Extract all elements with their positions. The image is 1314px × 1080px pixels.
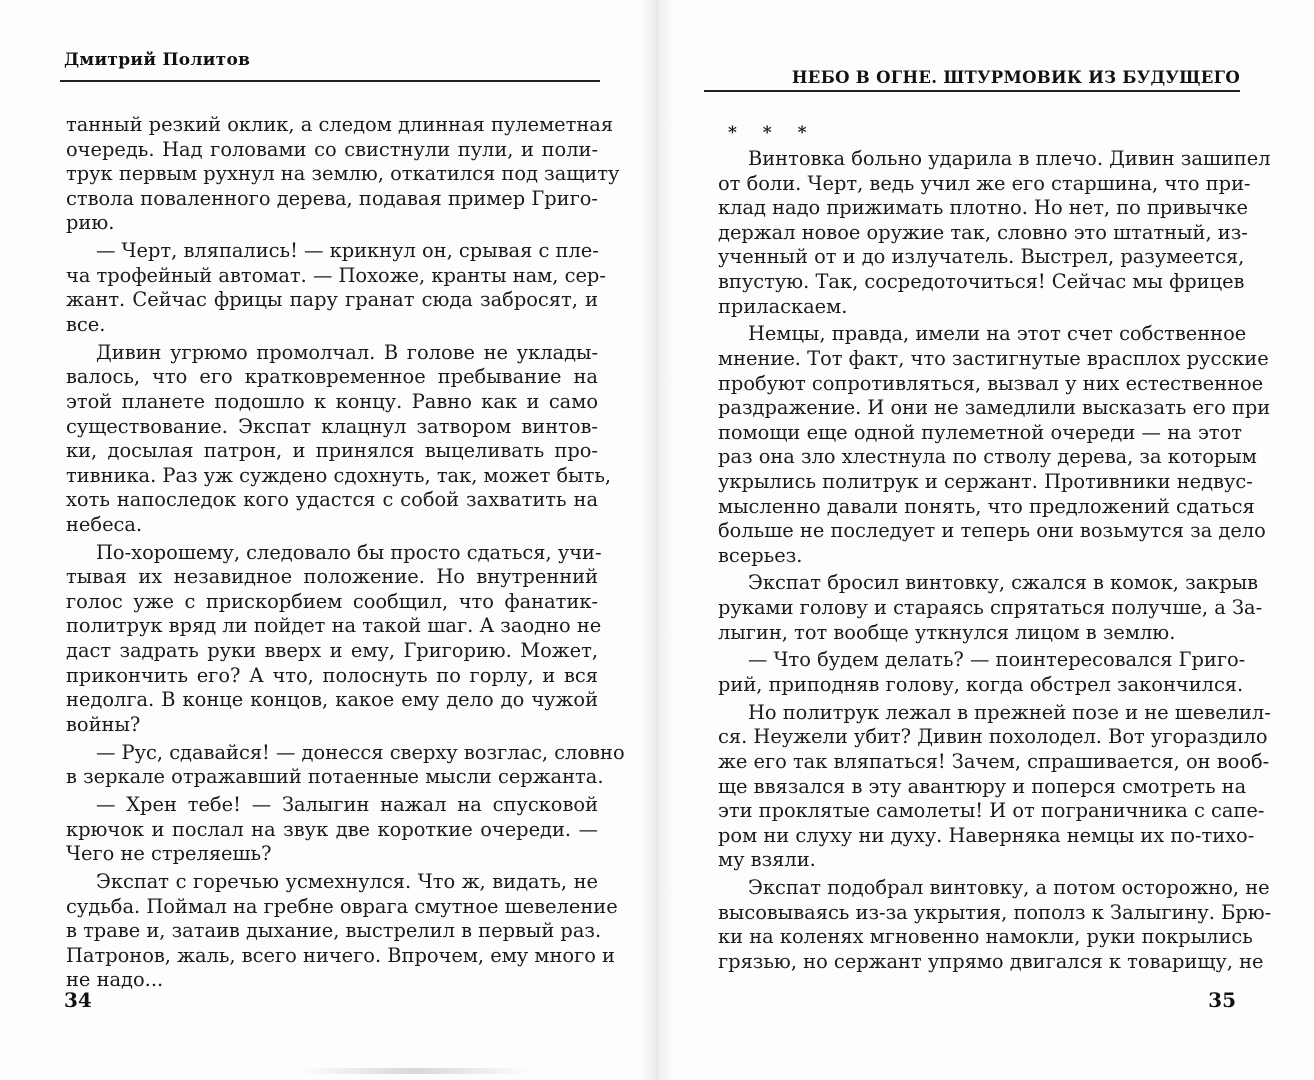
paragraph xyxy=(718,700,1271,873)
text-line: тивника. Раз уж суждено сдохнуть, так, может быть, xyxy=(66,463,612,487)
text-line: руками голову и стараясь спрятаться получше, а За- xyxy=(718,596,1263,620)
text-line: приласкаем. xyxy=(718,294,848,318)
text-line: ствола поваленного дерева, подавая пример Григо- xyxy=(66,186,598,210)
text-line: эти проклятые самолеты! И от пограничника с сапе- xyxy=(718,799,1265,823)
text-line: му взяли. xyxy=(718,848,816,872)
section-break: * * * xyxy=(728,123,817,143)
text-line: впустую. Так, сосредоточиться! Сейчас мы фрицев xyxy=(718,269,1245,293)
text-line: ки, досылая патрон, и принялся выцеливать про- xyxy=(66,439,598,463)
right-page xyxy=(664,0,1314,1080)
text-line: политрук вряд ли пойдет на такой шаг. А заодно не xyxy=(66,614,602,638)
text-line: Но политрук лежал в прежней позе и не шевелил- xyxy=(748,700,1271,724)
page-number: 34 xyxy=(64,988,92,1012)
paragraph xyxy=(66,740,625,790)
text-line: войны? xyxy=(66,712,141,736)
text-line: Экспат подобрал винтовку, а потом осторожно, не xyxy=(748,876,1270,900)
text-line: крючок и послал на звук две короткие очереди. — xyxy=(66,817,598,841)
text-line: трук первым рухнул на землю, откатился под защиту xyxy=(66,162,620,186)
text-line: больше не последует и теперь они возьмутся за дело xyxy=(718,519,1266,543)
text-line: Экспат бросил винтовку, сжался в комок, закрыв xyxy=(748,571,1259,595)
body-text xyxy=(718,121,1272,975)
text-line: не надо... xyxy=(66,968,164,992)
text-line: — Что будем делать? — поинтересовался Григо- xyxy=(748,648,1246,672)
text-line: всерьез. xyxy=(718,543,803,567)
text-line: — Черт, вляпались! — крикнул он, срывая с пле- xyxy=(96,239,599,263)
text-line: пробуют сопротивляться, вызвал у них естественное xyxy=(718,371,1264,395)
text-line: от боли. Черт, ведь учил же его старшина, что при- xyxy=(718,171,1251,195)
paragraph xyxy=(718,648,1246,697)
text-line: же его так вляпаться! Зачем, спрашивается, он вооб- xyxy=(718,750,1270,773)
paragraph xyxy=(66,869,618,993)
page-number: 35 xyxy=(1208,988,1236,1012)
text-line: ки на коленях мгновенно намокли, руки покрылись xyxy=(718,925,1253,949)
text-line: существование. Экспат клацнул затвором винтов- xyxy=(66,414,598,438)
text-line: Немцы, правда, имели на этот счет собственное xyxy=(748,322,1247,346)
text-line: — Хрен тебе! — Залыгин нажал на спусковой xyxy=(96,792,598,816)
header-rule xyxy=(60,80,600,82)
text-line: помощи еще одной пулеметной очереди — на этот xyxy=(718,420,1242,444)
text-line: в зеркале отражавший потаенные мысли сержанта. xyxy=(66,765,604,789)
text-line: Экспат с горечью усмехнулся. Что ж, видать, не xyxy=(96,869,598,893)
left-page xyxy=(0,0,650,1080)
text-line: валось, что его кратковременное пребывание на xyxy=(66,365,598,389)
paragraph xyxy=(718,322,1271,568)
text-line: танный резкий оклик, а следом длинная пулеметная xyxy=(66,113,614,136)
paragraph xyxy=(66,340,612,538)
paragraph xyxy=(718,147,1271,319)
header-rule xyxy=(704,90,1240,92)
text-line: прикончить его? А что, полоснуть по горлу, и вся xyxy=(66,663,598,687)
text-line: голос уже с прискорбием сообщил, что фанатик- xyxy=(66,589,598,613)
paragraph xyxy=(66,540,602,738)
text-line: высовываясь из-за укрытия, пополз к Залыгину. Брю- xyxy=(718,900,1272,924)
text-line: рий, приподняв голову, когда обстрел закончился. xyxy=(718,673,1244,697)
paragraph xyxy=(718,571,1263,645)
text-line: в траве и, затаив дыхание, выстрелил в первый раз. xyxy=(66,919,602,943)
paragraph xyxy=(66,793,598,867)
text-line: тывая их незавидное положение. Но внутренний xyxy=(66,565,598,589)
text-line: судьба. Поймал на гребне оврага смутное шевеление xyxy=(66,894,618,918)
paragraph xyxy=(66,239,606,337)
text-line: — Рус, сдавайся! — донесся сверху возглас, словно xyxy=(96,740,625,764)
text-line: грязью, но сержант упрямо двигался к товарищу, не xyxy=(718,949,1264,973)
running-head-author: Дмитрий Политов xyxy=(64,50,251,70)
text-line: Чего не стреляешь? xyxy=(66,842,272,866)
text-line: даст задрать руки вверх и ему, Григорию. Может, xyxy=(66,639,598,663)
text-line: По-хорошему, следовало бы просто сдаться, учи- xyxy=(96,540,602,564)
text-line: очередь. Над головами со свистнули пули, и поли- xyxy=(66,137,598,161)
text-line: ся. Неужели убит? Дивин похолодел. Вот угораздило xyxy=(718,725,1268,749)
text-line: ром ни слуху ни духу. Наверняка немцы их по-тихо- xyxy=(718,823,1255,847)
text-line: мнение. Тот факт, что застигнутые врасплох русские xyxy=(718,346,1269,370)
body-text xyxy=(66,113,625,993)
text-line: Дивин угрюмо промолчал. В голове не уклады- xyxy=(96,340,598,364)
paragraph xyxy=(718,876,1272,974)
text-line: Винтовка больно ударила в плечо. Дивин зашипел xyxy=(748,147,1271,170)
text-line: раздражение. И они не замедлили высказать его при xyxy=(718,396,1271,420)
running-head-title: НЕБО В ОГНЕ. ШТУРМОВИК ИЗ БУДУЩЕГО xyxy=(791,68,1240,87)
text-line: мысленно давали понять, что предложений сдаться xyxy=(718,494,1255,518)
paragraph xyxy=(66,113,620,236)
page-edge-shadow xyxy=(300,1068,530,1074)
text-line: держал новое оружие так, словно это штатный, из- xyxy=(718,220,1248,244)
text-line: недолга. В конце концов, какое ему дело до чужой xyxy=(66,688,598,712)
text-line: рию. xyxy=(66,211,115,235)
text-line: ученный от и до излучатель. Выстрел, разумеется, xyxy=(718,245,1245,269)
text-line: хоть напоследок кого удастся с собой захватить на xyxy=(66,488,598,512)
text-line: Патронов, жаль, всего ничего. Впрочем, ему много и xyxy=(66,943,615,967)
text-line: ча трофейный автомат. — Похоже, кранты нам, сер- xyxy=(66,263,606,287)
text-line: все. xyxy=(66,312,106,336)
text-line: этой планете подошло к концу. Равно как и само xyxy=(66,389,598,413)
text-line: раз она зло хлестнула по стволу дерева, за которым xyxy=(718,445,1257,469)
text-line: небеса. xyxy=(66,512,143,536)
text-line: укрылись политрук и сержант. Противники недвус- xyxy=(718,469,1253,493)
text-line: ще ввязался в эту авантюру и поперся смотреть на xyxy=(718,774,1247,798)
text-line: клад надо прижимать плотно. Но нет, по привычке xyxy=(718,196,1249,220)
text-line: жант. Сейчас фрицы пару гранат сюда забросят, и xyxy=(66,288,598,312)
text-line: лыгин, тот вообще уткнулся лицом в землю. xyxy=(718,620,1176,644)
